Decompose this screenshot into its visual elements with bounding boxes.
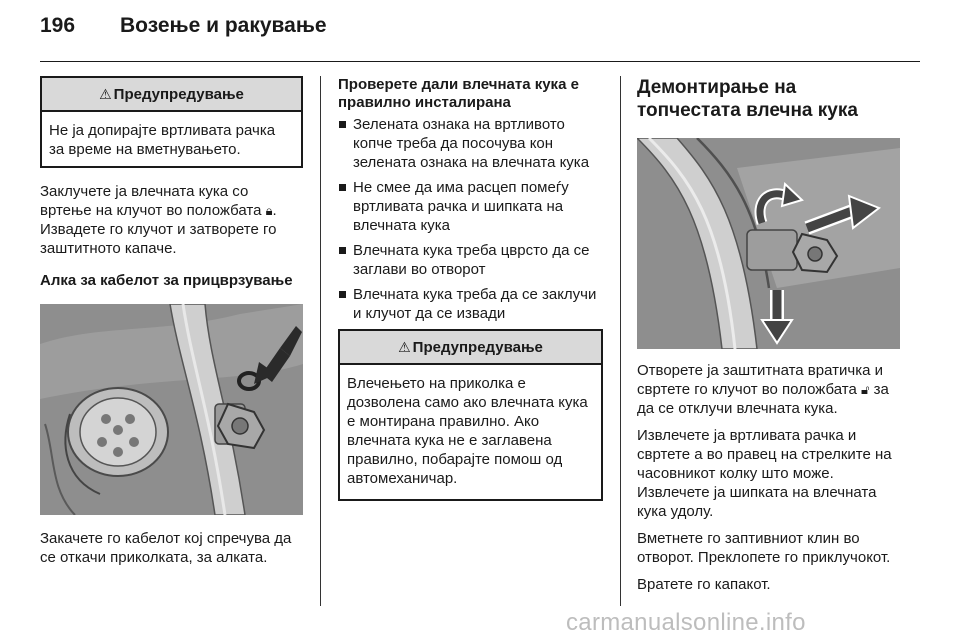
warning-title: Предупредување	[113, 86, 244, 103]
warning-text: Не ја допирајте вртливата рачка за време на вметнувањето.	[49, 122, 276, 158]
list-item: Влечната кука треба да се заклучи и клучот да се извади	[338, 285, 603, 323]
warning-title: Предупредување	[412, 339, 543, 356]
cable-ring-illustration	[40, 304, 303, 515]
unlock-paragraph-end: за да се отклучи влечната кука.	[637, 381, 889, 417]
warning-triangle-icon: ⚠	[99, 86, 112, 102]
column-3	[637, 76, 902, 594]
cover-paragraph: Вратете го капакот.	[637, 576, 771, 593]
removal-illustration	[637, 138, 900, 349]
list-item: Не смее да има расцеп помеѓу вртливата рачка и шипката на влечната кука	[338, 178, 603, 235]
list-item: Влечната кука треба цврсто да се заглави во отворот	[338, 241, 603, 279]
list-item: Зелената ознака на вртливото копче треба да посочува кон зелената ознака на влечната кука	[338, 115, 603, 172]
warning-box-1	[40, 76, 303, 168]
check-list	[338, 115, 603, 323]
page-title: Возење и ракување	[120, 14, 327, 37]
watermark: carmanualsonline.info	[566, 609, 806, 636]
cable-paragraph: Закачете го кабелот кој спречува да се откачи приколката, за алката.	[40, 530, 292, 566]
unlock-paragraph-start: Отворете ја заштитната вратичка и свртете го клучот во положбата	[637, 362, 883, 398]
lock-open-icon: 🔓︎	[860, 382, 870, 397]
lock-paragraph-end: . Извадете го клучот и затворете го заштитното капаче.	[40, 202, 277, 257]
column-1	[40, 76, 303, 567]
lock-paragraph	[40, 182, 303, 258]
column-divider-2	[620, 76, 621, 606]
unlock-paragraph	[637, 361, 902, 418]
section-heading-removal: Демонтирање на топчестата влечна кука	[637, 77, 858, 121]
warning-header	[340, 331, 601, 365]
rotate-paragraph: Извлечете ја вртливата рачка и свртете а во правец на стрелките на часовникот колку што може. Извлечете ја шипката на влечната кука удолу.	[637, 427, 892, 520]
warning-box-2	[338, 329, 603, 501]
warning-header	[42, 78, 301, 112]
subheading-check-installation: Проверете дали влечната кука е правилно инсталирана	[338, 76, 579, 111]
column-2	[338, 76, 603, 501]
column-divider-1	[320, 76, 321, 606]
figure-removal	[637, 138, 900, 349]
plug-paragraph: Вметнете го заптивниот клин во отворот. Преклопете го приклучокот.	[637, 530, 891, 566]
figure-cable-ring	[40, 304, 303, 515]
lock-paragraph-start: Заклучете ја влечната кука со вртење на клучот во положбата	[40, 183, 262, 219]
header-rule	[40, 61, 920, 62]
page-number: 196	[40, 14, 76, 37]
lock-closed-icon: 🔒︎	[265, 203, 273, 218]
subheading-cable-ring: Алка за кабелот за прицврзување	[40, 272, 293, 289]
warning-text: Влечењето на приколка е дозволена само ако влечната кука е монтирана правилно. Ако влечната кука не е заглавена правилно, побарајте помош од автомеханичар.	[347, 375, 588, 487]
warning-triangle-icon: ⚠	[398, 339, 411, 355]
